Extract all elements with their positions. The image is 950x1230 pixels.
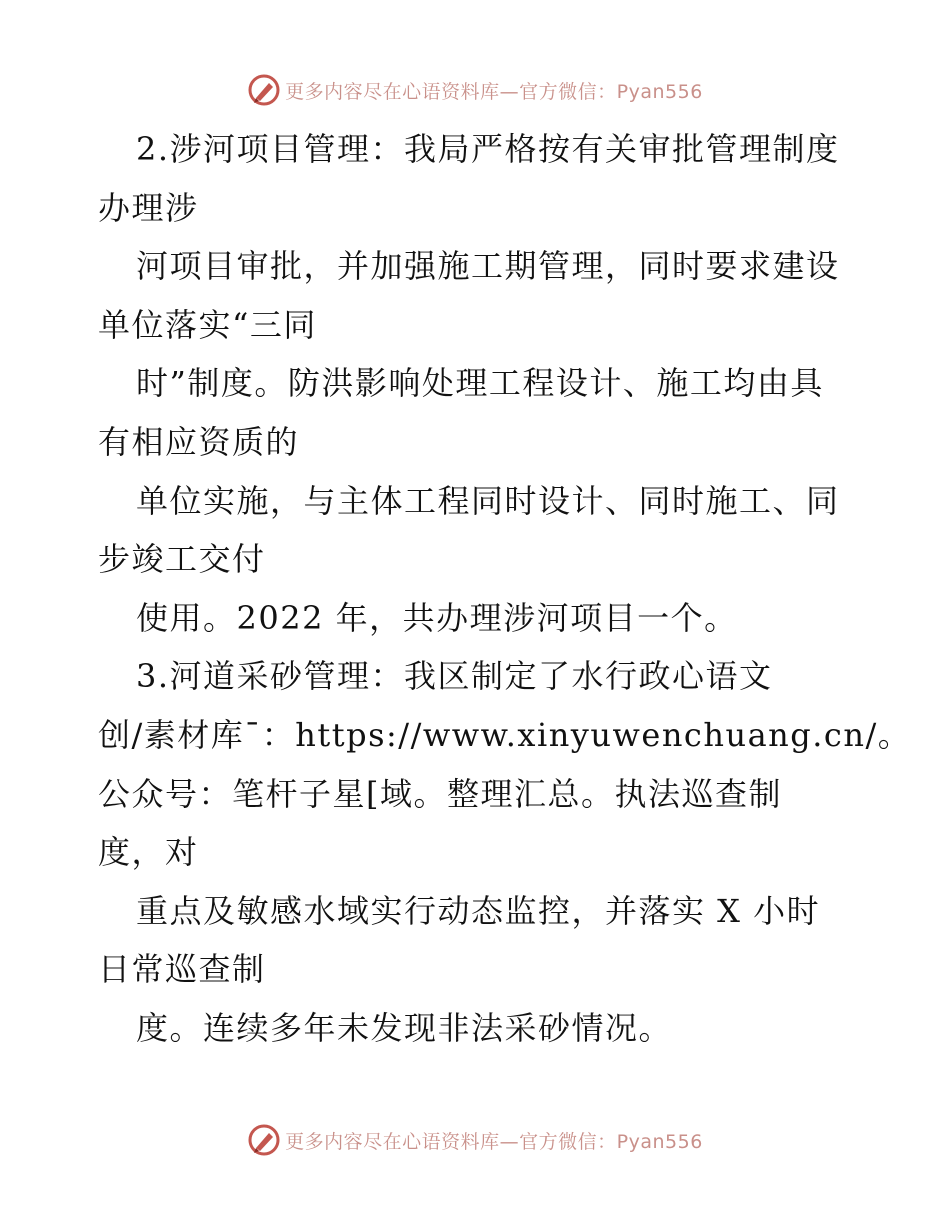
watermark-text: 更多内容尽在心语资料库—官方微信：Pyan556 [285,80,703,103]
header-watermark [0,70,950,110]
text-line: 3.河道采砂管理：我区制定了水行政心语文 [136,657,773,696]
text-line: 单位实施，与主体工程同时设计、同时施工、同 [136,481,840,520]
footer-watermark [0,1120,950,1160]
watermark-text: 更多内容尽在心语资料库—官方微信：Pyan556 [285,1130,703,1153]
text-line: 2.涉河项目管理：我局严格按有关审批管理制度 [136,130,840,168]
text-line: 使用。2022 年，共办理涉河项目一个。 [136,598,738,637]
text-line: 办理涉 [98,188,199,227]
document-body [98,120,912,1058]
text-line: 有相应资质的 [98,422,300,461]
text-line: 步竣工交付 [98,540,266,579]
pen-logo-icon [247,1123,281,1157]
text-line: 创/素材库¯：https://www.xinyuwenchuang.cn/。 [98,715,912,754]
text-line: 时”制度。防洪影响处理工程设计、施工均由具 [136,364,824,403]
text-line: 重点及敏感水域实行动态监控，并落实 X 小时 [136,891,821,930]
text-line: 河项目审批，并加强施工期管理，同时要求建设 [136,247,840,286]
text-line: 日常巡查制 [98,950,266,989]
text-line: 度，对 [98,833,199,872]
text-line: 单位落实“三同 [98,305,317,344]
text-line: 公众号：笔杆子星[域。整理汇总。执法巡查制 [98,774,782,813]
text-line: 度。连续多年未发现非法采砂情况。 [136,1008,673,1047]
pen-logo-icon [247,73,281,107]
